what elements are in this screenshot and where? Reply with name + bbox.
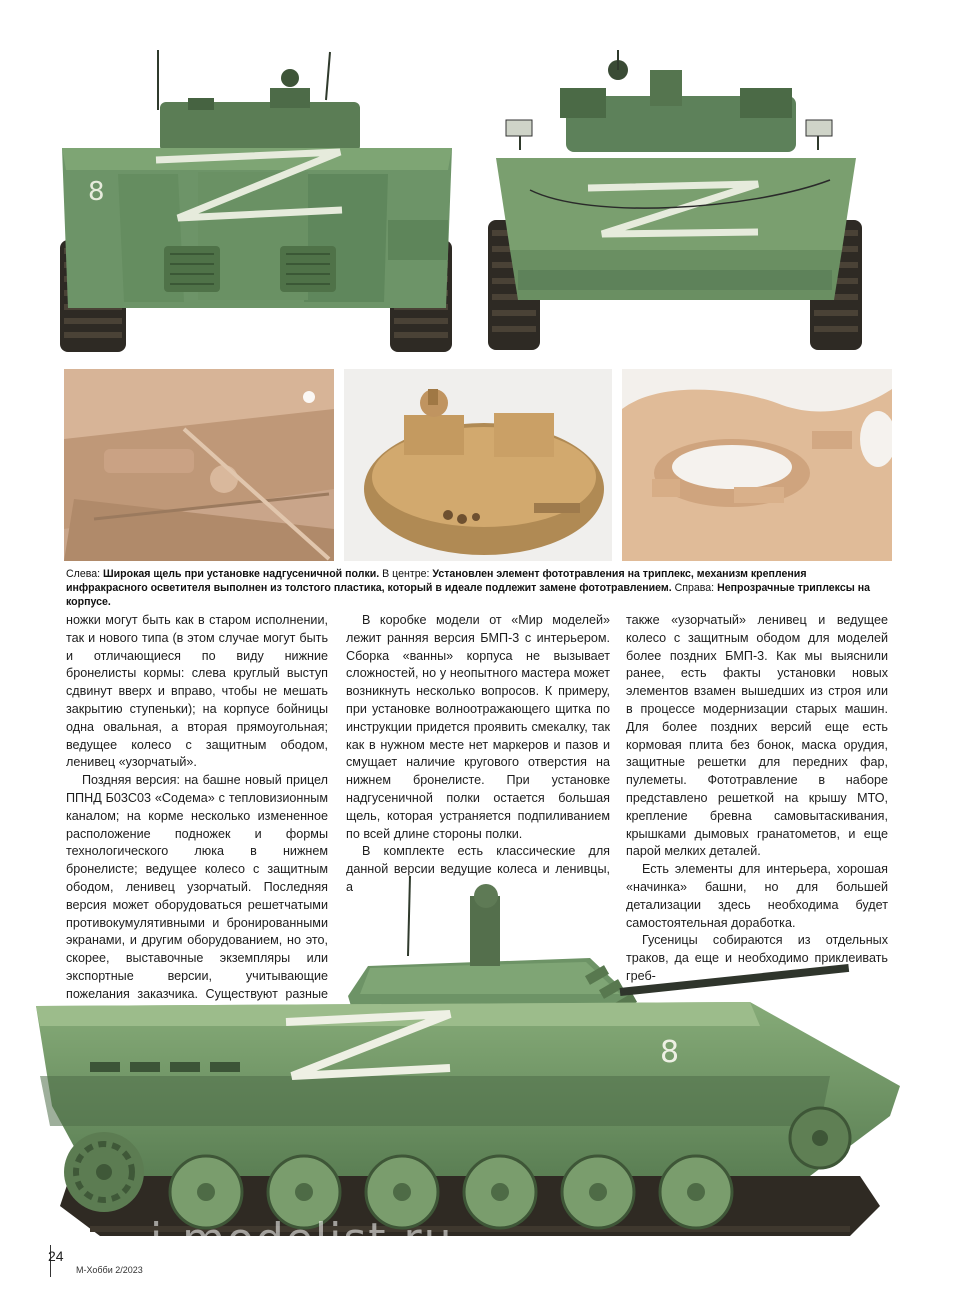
hull-number-rear: 8 xyxy=(88,177,105,207)
caption-left-text: Широкая щель при установке надгусеничной полки. xyxy=(103,568,380,580)
caption-right-text: Непрозрачные триплексы на корпусе. xyxy=(66,582,871,609)
turret-photoetch-illustration xyxy=(344,369,612,561)
bmp3-front-illustration xyxy=(470,40,880,358)
col1-paragraph-1: ножки могут быть как в старом исполнении, так и нового типа (в этом случае могут быть и отличающиеся по виду нижние бронелисты кормы: слева круглый выступ сдвинут вверх и вправо, чтобы не мешать закрытию ступеньки); на корпусе бойницы одна овальная, а вторая прямоугольная; ведущее колесо с защитным ободом, ленивец «узорчатый». xyxy=(66,613,328,770)
photo-front-view xyxy=(470,40,880,358)
watermark: i-modelist.ru xyxy=(150,1214,454,1265)
triplex-closeup-illustration xyxy=(622,369,892,561)
bmp3-rear-illustration xyxy=(58,40,456,358)
col2-paragraph-2: В комплекте есть классические для данной версии ведущие колеса и ленивцы, а xyxy=(346,844,610,894)
col3-paragraph-3: Гусеницы собираются из отдельных траков, да еще и необходимо приклеивать греб- xyxy=(626,933,888,983)
photo-detail-center xyxy=(344,369,612,561)
photo-rear-view xyxy=(58,40,456,358)
col3-paragraph-2: Есть элементы для интерьера, хорошая «начинка» башни, но для большей детализации здесь необходима будет самостоятельная доработка. xyxy=(626,862,888,930)
photo-side-view xyxy=(30,876,904,1246)
caption-left-label: Слева: xyxy=(66,568,104,580)
caption-right-label: Справа: xyxy=(671,582,718,595)
magazine-issue: М-Хобби 2/2023 xyxy=(76,1265,143,1275)
page-number: 24 xyxy=(48,1248,64,1264)
caption-center-text: Установлен элемент фототравления на триплекс, механизм крепления инфракрасного осветителя выполнен из толстого пластика, который в идеале подлежит замене фототравлением. xyxy=(66,568,807,595)
col1-paragraph-2: Поздняя версия: на башне новый прицел ППНД Б03С03 «Содема» с тепловизионным каналом; на корме несколько измененное расположение подножек и формы технологического люка в нижнем бронелисте; ведущее колесо с защитным ободом, ленивец узорчатый. Последняя версия может оборудоваться решетчатыми противокумулятивными и бронированными экранами, и другим оборудованием, но это, скорее, выставочные экземпляры или экспортные версии, учитывающие пожелания заказчика. Существуют разные xyxy=(66,773,328,1001)
bmp3-side-illustration xyxy=(30,876,904,1246)
resin-hull-closeup-illustration xyxy=(64,369,334,561)
text-column-2 xyxy=(346,612,610,897)
figure-caption xyxy=(66,567,886,610)
photo-detail-left xyxy=(64,369,334,561)
photo-detail-right xyxy=(622,369,892,561)
col3-paragraph-1: также «узорчатый» ленивец и ведущее колесо с защитным ободом для моделей более поздних БМП-3. Как мы выяснили ранее, есть факты установки новых элементов взамен вышедших из строя или в процессе модернизации старых машин. Для более поздних версий еще есть кормовая плита без бонок, маска орудия, защитные решетки для передних фар, пулеметы. Фототравление в наборе представлено решеткой на крышу МТО, крепление бревна самовытаскивания, крышками дымовых гранатометов, и еще парой мелких деталей. xyxy=(626,613,888,859)
col2-paragraph-1: В коробке модели от «Мир моделей» лежит ранняя версия БМП-3 с интерьером. Сборка «ванны» корпуса не вызывает сложностей, но у неопытного мастера может возникнуть несколько вопросов. К примеру, при установке волноотражающего щитка по инструкции придется проявить смекалку, так как в нужном месте нет маркеров и пазов и смущает наличие кругового отверстия на нижнем бронелисте. При установке надгусеничной полки остается большая щель, которая устраняется подпиливанием по всей длине стороны полки. xyxy=(346,613,610,841)
hull-number-side: 8 xyxy=(660,1035,680,1070)
caption-center-label: В центре: xyxy=(379,568,433,580)
